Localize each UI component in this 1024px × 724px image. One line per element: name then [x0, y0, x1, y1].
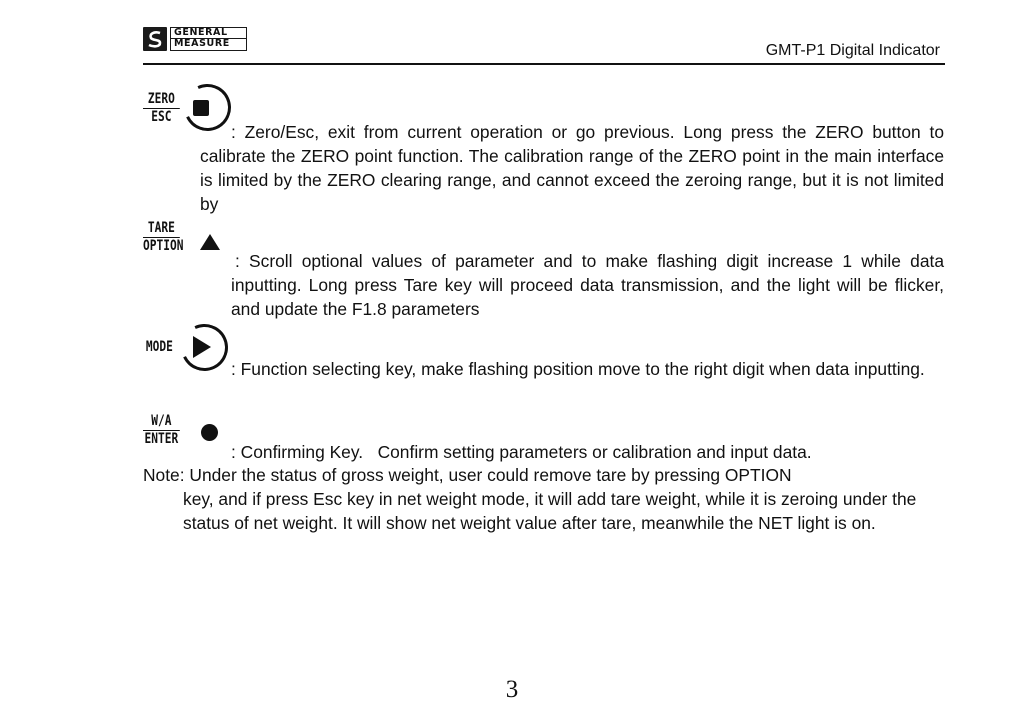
- note-first-line: Note: Under the status of gross weight, user could remove tare by pressing OPTION: [143, 465, 792, 485]
- note-block: [143, 463, 933, 535]
- key-label-bottom: ESC: [151, 109, 172, 125]
- mode-text: : Function selecting key, make flashing position move to the right digit when data inputting.: [231, 359, 925, 379]
- note-rest: key, and if press Esc key in net weight mode, it will add tare weight, while it is zeroing under the status of net weight. It will show net weight value after tare, meanwhile the NET light is on.: [183, 489, 917, 533]
- wa-enter-key-label: [143, 414, 180, 447]
- logo-wordmark: [170, 27, 247, 51]
- key-label-bottom: ENTER: [144, 431, 179, 447]
- logo-line-2: MEASURE: [171, 38, 246, 49]
- key-label-top: TARE: [143, 221, 180, 238]
- zero-esc-text: : Zero/Esc, exit from current operation or go previous. Long press the ZERO button to calibrate the ZERO point function. The calibration range of the ZERO point in the main interface is limited by the ZERO clearing range, and cannot exceed the zeroing range, but it is not limited by: [200, 122, 944, 214]
- key-label-top: W/A: [143, 414, 180, 431]
- tare-option-key-label: [143, 220, 184, 254]
- page-number: 3: [505, 676, 519, 703]
- logo-mark-icon: [143, 27, 167, 51]
- tare-option-text: : Scroll optional values of parameter and to make flashing digit increase 1 while data inputting. Long press Tare key will proceed data transmission, and the light will be flicker, and update the F1.8 parameters: [231, 251, 944, 319]
- zero-esc-description: [200, 120, 944, 216]
- general-measure-logo: [143, 27, 247, 51]
- triangle-up-icon: [200, 234, 220, 250]
- tare-option-description: [231, 249, 944, 321]
- wa-enter-text: : Confirming Key. Confirm setting parameters or calibration and input data.: [231, 442, 812, 462]
- dot-enter-icon: [201, 424, 218, 441]
- logo-line-1: GENERAL: [174, 27, 228, 38]
- key-label-top: MODE: [145, 339, 173, 355]
- document-title: GMT-P1 Digital Indicator: [765, 42, 940, 59]
- mode-key-label: [141, 340, 178, 355]
- key-label-top: ZERO: [143, 92, 180, 109]
- header-divider: [143, 63, 945, 65]
- play-right-button-icon: [193, 336, 211, 358]
- zero-esc-key-label: [143, 92, 180, 125]
- wa-enter-description: [231, 440, 944, 464]
- mode-description: [231, 357, 944, 381]
- key-label-bottom: OPTION: [143, 238, 184, 254]
- square-stop-button-icon: [193, 100, 209, 116]
